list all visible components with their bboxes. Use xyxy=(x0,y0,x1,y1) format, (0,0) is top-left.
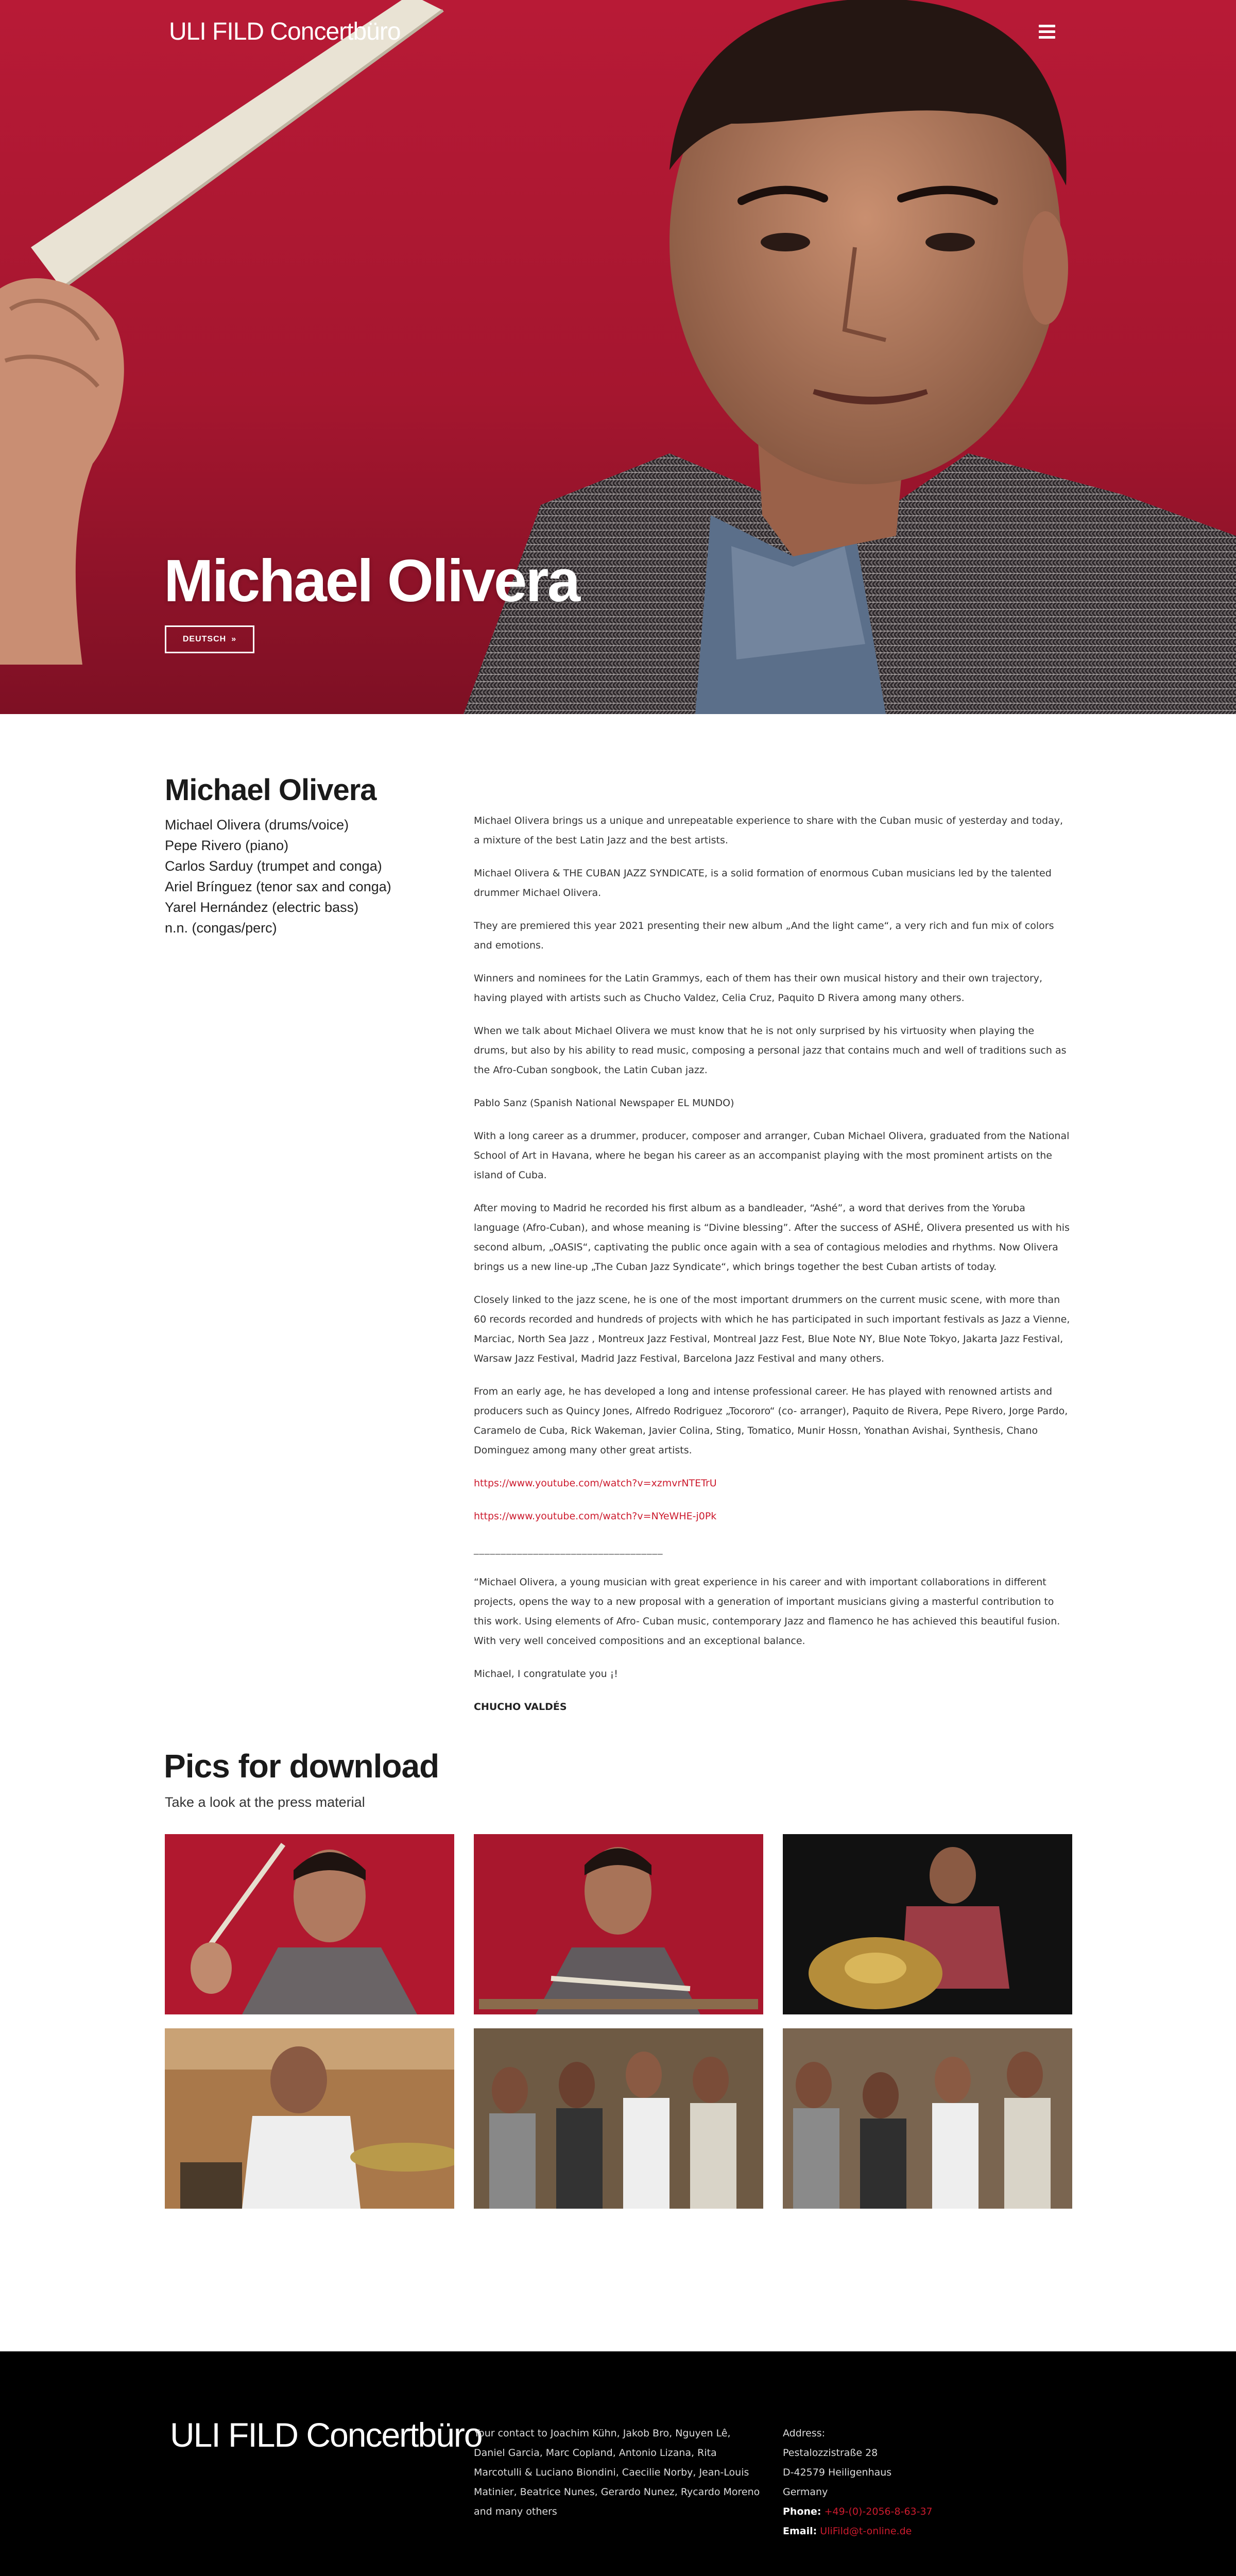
bio-paragraph: Winners and nominees for the Latin Grammys, each of them has their own musical history and their own trajectory, having played with artists such as Chucho Valdez, Celia Cruz, Paquito D Rivera among many others. xyxy=(474,973,1043,1004)
quote-signature: CHUCHO VALDÉS xyxy=(474,1701,567,1713)
band-lineup xyxy=(165,773,453,938)
hamburger-menu-icon[interactable] xyxy=(1039,25,1055,40)
language-switch-button[interactable] xyxy=(165,625,254,653)
bio-paragraph: Pablo Sanz (Spanish National Newspaper EL MUNDO) xyxy=(474,1097,734,1109)
biography-article xyxy=(474,811,1071,1730)
press-photo-6[interactable] xyxy=(783,2028,1072,2209)
lineup-member: Pepe Rivero (piano) xyxy=(165,838,289,853)
lineup-member: n.n. (congas/perc) xyxy=(165,920,277,936)
press-photo-2[interactable] xyxy=(474,1834,763,2014)
lineup-member: Carlos Sarduy (trumpet and conga) xyxy=(165,858,382,874)
lineup-member: Michael Olivera (drums/voice) xyxy=(165,817,349,833)
lineup-member: Yarel Hernández (electric bass) xyxy=(165,900,359,915)
bio-paragraph: Michael Olivera & THE CUBAN JAZZ SYNDICATE, is a solid formation of enormous Cuban musicians led by the talented drummer Michael Olivera. xyxy=(474,868,1052,899)
phone-link[interactable]: +49-(0)-2056-8-63-37 xyxy=(824,2506,933,2517)
bio-paragraph: With a long career as a drummer, producer, composer and arranger, Cuban Michael Olivera, graduated from the National School of Art in Havana, where he began his career as an accompanist playing with the most prominent artists on the island of Cuba. xyxy=(474,1130,1070,1181)
bio-paragraph: From an early age, he has developed a long and intense professional career. He has played with renowned artists and producers such as Quincy Jones, Alfredo Rodriguez „Tocororo“ (co- arranger), Paquito de Rivera, Pepe Rivero, Jorge Pardo, Caramelo de Cuba, Rick Wakeman, Javier Colina, Sting, Tomatico, Munir Hossn, Yonathan Avishai, Synthesis, Chano Dominguez among many other great artists. xyxy=(474,1386,1068,1456)
address-label: Address: xyxy=(783,2428,826,2439)
language-switch-label: DEUTSCH xyxy=(182,635,227,643)
address-street: Pestalozzistraße 28 xyxy=(783,2447,878,2459)
youtube-link-2[interactable]: https://www.youtube.com/watch?v=NYeWHE-j0Pk xyxy=(474,1511,717,1522)
press-photo-3[interactable] xyxy=(783,1834,1072,2014)
top-navigation-bar xyxy=(0,0,1236,67)
address-city: D-42579 Heiligenhaus xyxy=(783,2467,892,2478)
phone-label: Phone: xyxy=(783,2506,821,2517)
bio-paragraph: After moving to Madrid he recorded his first album as a bandleader, “Ashé”, a word that derives from the Yoruba language (Afro-Cuban), and whose meaning is “Divine blessing”. After the success of ASHÉ, Olivera presented us with his second album, „OASIS“, captivating the public once again with a sea of contagious melodies and rhythms. Now Olivera brings us a new line-up „The Cuban Jazz Syndicate“, which brings together the best Cuban artists of today. xyxy=(474,1202,1070,1273)
closing-line: Michael, I congratulate you ¡! xyxy=(474,1668,618,1680)
pics-title: Pics for download xyxy=(164,1748,439,1785)
hero-section xyxy=(0,0,1236,714)
bio-paragraph: Michael Olivera brings us a unique and unrepeatable experience to share with the Cuban music of yesterday and today, a mixture of the best Latin Jazz and the best artists. xyxy=(474,815,1063,846)
footer-brand-logo[interactable]: ULI FILD Concertbüro xyxy=(170,2416,482,2454)
pics-subtitle: Take a look at the press material xyxy=(165,1794,365,1810)
press-photo-4[interactable] xyxy=(165,2028,454,2209)
site-brand-logo[interactable]: ULI FILD Concertbüro xyxy=(169,18,401,45)
footer-contact-text: Your contact to Joachim Kühn, Jakob Bro, Nguyen Lê, Daniel Garcia, Marc Copland, Antonio Lizana, Rita Marcotulli & Luciano Biondini, Caecilie Norby, Jean-Louis Matinier, Beatrice Nunes, Gerardo Nunez, Rycardo Moreno and many others xyxy=(474,2428,760,2517)
site-footer xyxy=(0,2351,1236,2576)
bio-paragraph: They are premiered this year 2021 presenting their new album „And the light came“, a very rich and fun mix of colors and emotions. xyxy=(474,920,1054,951)
press-pictures-section xyxy=(0,1747,1236,2351)
chevron-right-icon: » xyxy=(231,635,237,643)
address-country: Germany xyxy=(783,2486,828,2498)
bio-paragraph: When we talk about Michael Olivera we must know that he is not only surprised by his virtuosity when playing the drums, but also by his ability to read music, composing a personal jazz that contains much and well of traditions such as the Afro-Cuban songbook, the Latin Cuban jazz. xyxy=(474,1025,1067,1076)
email-label: Email: xyxy=(783,2526,817,2537)
lineup-member: Ariel Brínguez (tenor sax and conga) xyxy=(165,879,391,894)
bio-paragraph: Closely linked to the jazz scene, he is one of the most important drummers on the current music scene, with more than 60 records recorded and hundreds of projects with which he has participated in such important festivals as Jazz a Vienne, Marciac, North Sea Jazz , Montreux Jazz Festival, Montreal Jazz Fest, Blue Note NY, Blue Note Tokyo, Jakarta Jazz Festival, Warsaw Jazz Festival, Madrid Jazz Festival, Barcelona Jazz Festival and many others. xyxy=(474,1294,1070,1364)
footer-address xyxy=(783,2424,989,2541)
hero-title: Michael Olivera xyxy=(164,547,579,614)
quote-paragraph: “Michael Olivera, a young musician with great experience in his career and with important collaborations in different projects, opens the way to a new proposal with a generation of important musicians giving a masterful contribution to this work. Using elements of Afro- Cuban music, contemporary Jazz and flamenco he has achieved this beautiful fusion. With very well conceived compositions and an exceptional balance. xyxy=(474,1577,1060,1647)
text-divider: ___________________________________ xyxy=(474,1544,663,1555)
press-photo-5[interactable] xyxy=(474,2028,763,2209)
lineup-list xyxy=(165,815,453,938)
main-content xyxy=(0,714,1236,1747)
lineup-title: Michael Olivera xyxy=(165,773,376,807)
press-photo-1[interactable] xyxy=(165,1834,454,2014)
email-link[interactable]: UliFild@t-online.de xyxy=(820,2526,912,2537)
youtube-link-1[interactable]: https://www.youtube.com/watch?v=xzmvrNTETrU xyxy=(474,1478,717,1489)
